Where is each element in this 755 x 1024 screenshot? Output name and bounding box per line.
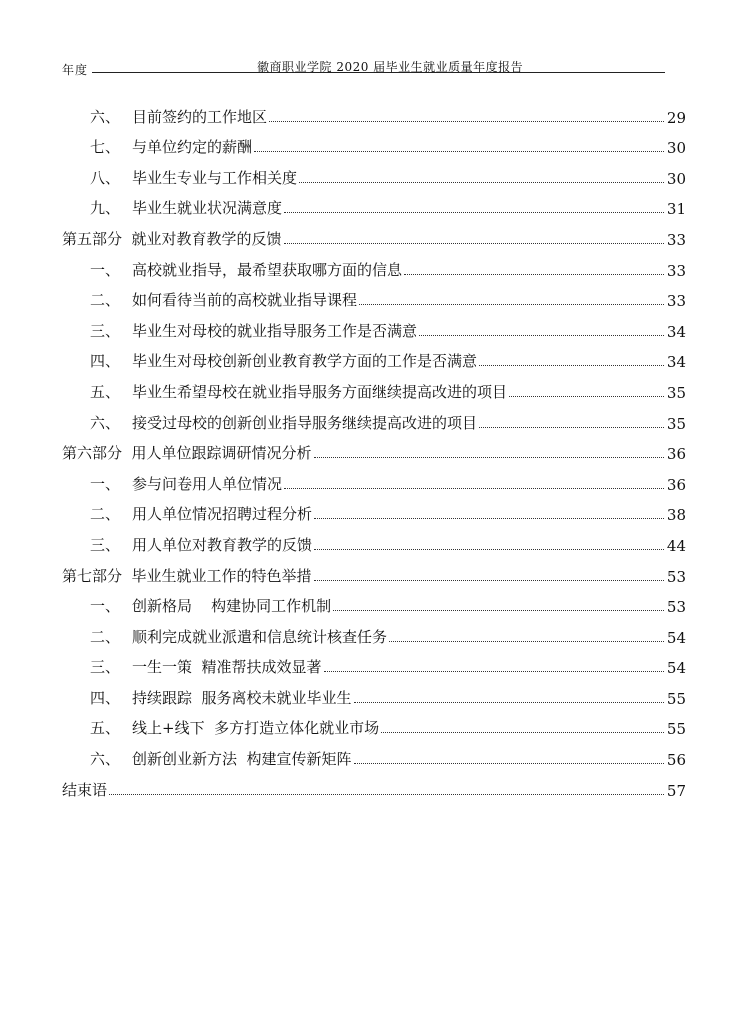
toc-dot-leader [109, 794, 664, 795]
toc-entry[interactable] [62, 341, 686, 372]
toc-entry[interactable] [62, 280, 686, 311]
toc-dot-leader [269, 121, 664, 122]
toc-entry-page: 34 [666, 322, 686, 341]
toc-dot-leader [354, 763, 664, 764]
toc-entry-title: 毕业生专业与工作相关度 [132, 168, 298, 187]
toc-dot-leader [333, 610, 664, 611]
toc-entry-page: 53 [666, 598, 686, 617]
toc-entry[interactable] [62, 127, 686, 158]
toc-dot-leader [299, 182, 664, 183]
page-header [62, 58, 665, 78]
toc-entry-title: 接受过母校的创新创业指导服务继续提高改进的项目 [132, 413, 478, 432]
toc-entry[interactable] [62, 524, 686, 555]
toc-entry-page: 54 [666, 659, 686, 678]
toc-entry-title: 用人单位情况招聘过程分析 [132, 505, 313, 524]
toc-dot-leader [284, 212, 664, 213]
toc-entry[interactable] [62, 433, 686, 464]
toc-dot-leader [314, 518, 664, 519]
toc-entry[interactable] [62, 494, 686, 525]
toc-dot-leader [479, 427, 664, 428]
toc-entry-page: 36 [666, 475, 686, 494]
toc-entry[interactable] [62, 249, 686, 280]
toc-dot-leader [284, 488, 664, 489]
toc-entry[interactable] [62, 371, 686, 402]
toc-entry-number: 二、 [90, 291, 121, 310]
toc-entry-number: 八、 [90, 168, 121, 187]
toc-entry-title: 毕业生就业状况满意度 [132, 199, 283, 218]
toc-entry-number: 二、 [90, 505, 121, 524]
toc-entry-title: 参与问卷用人单位情况 [132, 474, 283, 493]
toc-entry-page: 33 [666, 261, 686, 280]
toc-entry-number: 五、 [90, 719, 121, 738]
toc-entry[interactable] [62, 188, 686, 219]
toc-entry-title: 顺利完成就业派遣和信息统计核查任务 [132, 627, 388, 646]
toc-entry-number: 六、 [90, 413, 121, 432]
toc-entry[interactable] [62, 708, 686, 739]
toc-entry-title: 毕业生希望母校在就业指导服务方面继续提高改进的项目 [132, 382, 508, 401]
toc-entry[interactable] [62, 157, 686, 188]
toc-dot-leader [354, 702, 664, 703]
toc-entry-page: 57 [666, 781, 686, 800]
toc-entry-title: 创新格局 构建协同工作机制 [132, 597, 332, 616]
header-title: 徽商职业学院 2020 届毕业生就业质量年度报告 [257, 60, 524, 74]
toc-dot-leader [359, 304, 664, 305]
toc-entry[interactable] [62, 96, 686, 127]
toc-entry-title: 目前签约的工作地区 [132, 107, 268, 126]
toc-entry-title: 用人单位对教育教学的反馈 [132, 535, 313, 554]
header-left-text: 年度 [62, 63, 89, 77]
toc-entry-title: 与单位约定的薪酬 [132, 138, 253, 157]
toc-entry-title: 第五部分 就业对教育教学的反馈 [62, 229, 282, 248]
toc-entry-page: 29 [666, 108, 686, 127]
toc-entry[interactable] [62, 555, 686, 586]
toc-entry[interactable] [62, 769, 686, 800]
toc-entry[interactable] [62, 310, 686, 341]
toc-entry-page: 56 [666, 751, 686, 770]
toc-dot-leader [314, 549, 664, 550]
toc-entry-number: 一、 [90, 474, 121, 493]
toc-entry-title: 如何看待当前的高校就业指导课程 [132, 291, 358, 310]
toc-entry-page: 54 [666, 628, 686, 647]
toc-entry-title: 创新创业新方法 构建宣传新矩阵 [132, 750, 352, 769]
toc-dot-leader [254, 151, 664, 152]
toc-entry-title: 线上+线下 多方打造立体化就业市场 [132, 719, 380, 738]
toc-entry-number: 四、 [90, 352, 121, 371]
toc-entry-number: 一、 [90, 260, 121, 279]
toc-entry[interactable] [62, 677, 686, 708]
toc-entry-page: 35 [666, 383, 686, 402]
toc-entry-title: 持续跟踪 服务离校未就业毕业生 [132, 688, 352, 707]
toc-entry[interactable] [62, 463, 686, 494]
toc-entry[interactable] [62, 616, 686, 647]
toc-entry-page: 36 [666, 445, 686, 464]
toc-entry-page: 38 [666, 506, 686, 525]
toc-entry[interactable] [62, 402, 686, 433]
toc-entry-title: 高校就业指导，最希望获取哪方面的信息 [132, 260, 403, 279]
toc-dot-leader [381, 732, 664, 733]
toc-entry-page: 33 [666, 292, 686, 311]
toc-entry[interactable] [62, 218, 686, 249]
toc-entry-title: 毕业生对母校创新创业教育教学方面的工作是否满意 [132, 352, 478, 371]
toc-entry-number: 六、 [90, 107, 121, 126]
toc-entry-title: 第七部分 毕业生就业工作的特色举措 [62, 566, 312, 585]
toc-dot-leader [314, 580, 664, 581]
toc-entry-page: 30 [666, 169, 686, 188]
toc-entry[interactable] [62, 586, 686, 617]
toc-entry-number: 三、 [90, 535, 121, 554]
toc-entry-title: 结束语 [62, 780, 108, 799]
toc-dot-leader [479, 365, 664, 366]
toc-entry-page: 44 [666, 536, 686, 555]
toc-entry-page: 33 [666, 230, 686, 249]
toc-dot-leader [314, 457, 664, 458]
toc-entry-page: 35 [666, 414, 686, 433]
table-of-contents [62, 96, 686, 800]
toc-entry-page: 55 [666, 720, 686, 739]
toc-dot-leader [284, 243, 664, 244]
toc-entry-number: 一、 [90, 597, 121, 616]
toc-entry-page: 31 [666, 200, 686, 219]
toc-entry-number: 七、 [90, 138, 121, 157]
toc-entry-number: 四、 [90, 688, 121, 707]
toc-dot-leader [419, 335, 664, 336]
toc-entry-number: 九、 [90, 199, 121, 218]
toc-entry-page: 34 [666, 353, 686, 372]
toc-entry[interactable] [62, 647, 686, 678]
toc-dot-leader [389, 641, 664, 642]
toc-dot-leader [404, 274, 664, 275]
toc-entry-page: 30 [666, 139, 686, 158]
toc-entry-page: 55 [666, 689, 686, 708]
toc-entry-title: 一生一策 精准帮扶成效显著 [132, 658, 322, 677]
toc-entry-number: 二、 [90, 627, 121, 646]
toc-entry-page: 53 [666, 567, 686, 586]
toc-dot-leader [509, 396, 664, 397]
toc-entry-number: 三、 [90, 658, 121, 677]
toc-entry-title: 第六部分 用人单位跟踪调研情况分析 [62, 444, 312, 463]
toc-dot-leader [324, 671, 664, 672]
header-rule [92, 72, 665, 73]
toc-entry-title: 毕业生对母校的就业指导服务工作是否满意 [132, 321, 418, 340]
toc-entry[interactable] [62, 738, 686, 769]
toc-entry-number: 六、 [90, 750, 121, 769]
toc-entry-number: 五、 [90, 382, 121, 401]
toc-entry-number: 三、 [90, 321, 121, 340]
